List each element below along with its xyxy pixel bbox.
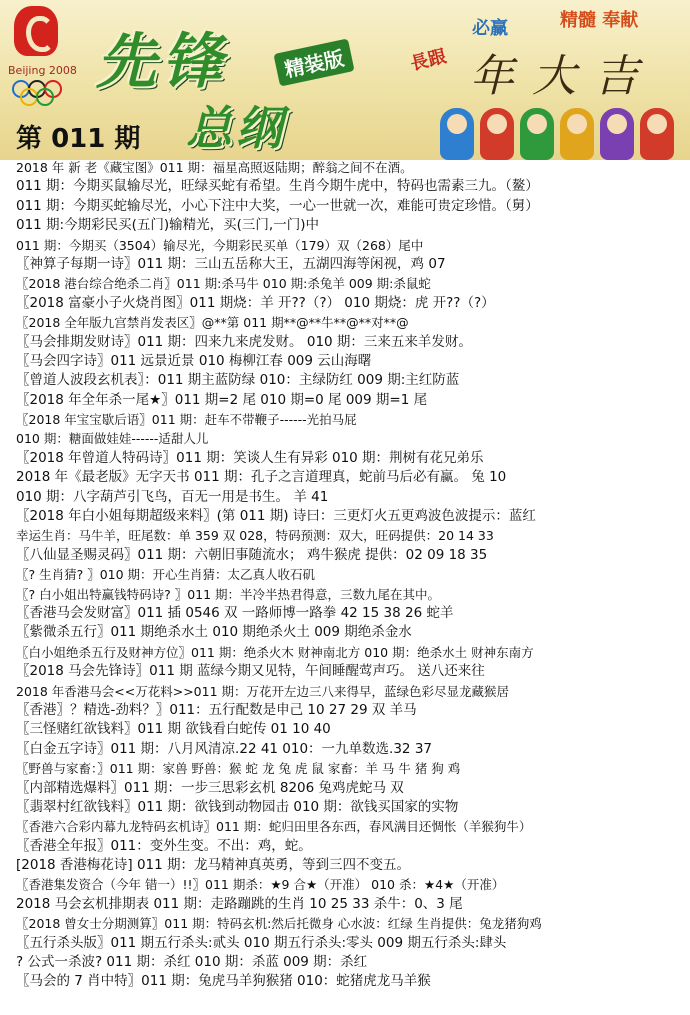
mascot-icon: [640, 108, 674, 160]
prediction-line: 〖香港六合彩内幕九龙特码玄机诗〗011 期：蛇归田里各东西，春风满目还惆怅（羊猴狗牛）: [16, 819, 532, 835]
mascot-icon: [560, 108, 594, 160]
prediction-line: 010 期：八字葫芦引飞鸟，百无一用是书生。 羊 41: [16, 488, 329, 505]
prediction-line: 〖三怪赌红欲钱料〗011 期 欲钱看白蛇传 01 10 40: [16, 721, 331, 738]
mascot-icon: [600, 108, 634, 160]
tag-jingsui: 精髓 奉献: [560, 10, 639, 31]
tag-changgen: 長跟: [408, 45, 449, 75]
header-banner: [0, 0, 690, 160]
prediction-line: 011 期：今期买（3504）输尽光，今期彩民买单（179）双（268）尾中: [16, 237, 424, 253]
prediction-line: 〖? 白小姐出特赢钱特码诗? 〗011 期：半冷半热君得意，三数九尾在其中。: [16, 586, 441, 602]
prediction-line: 〖野兽与家畜：〗011 期：家兽 野兽：猴 蛇 龙 兔 虎 鼠 家畜：羊 马 牛 猪 狗 鸡: [16, 761, 461, 777]
mascot-icon: [520, 108, 554, 160]
prediction-line: 〖马会排期发财诗〗011 期：四来九来虎发财。 010 期：三来五来羊发财。: [16, 333, 472, 350]
prediction-line: 〖神算子每期一诗〗011 期：三山五岳称大王，五湖四海等闲视，鸡 07: [16, 255, 446, 272]
prediction-line: 〖? 生肖猜? 〗010 期：开心生肖猜：太乙真人收石矶: [16, 567, 316, 583]
prediction-line: 011 期：今期买蛇输尽光，小心下注中大奖，一心一世就一次，难能可贵定珍惜。（舅）: [16, 197, 539, 214]
tag-bi-ying: 必赢: [472, 18, 508, 39]
prediction-line: 幸运生肖：马牛羊，旺尾数：单 359 双 028，特码预测：双大，旺码提供：20 14 33: [16, 528, 494, 544]
prediction-line: 〖2018 全年版九宫禁肖发表区〗@**第 011 期**@**牛**@**对**@: [16, 315, 409, 331]
prediction-line: 011 期：今期买鼠输尽光，旺绿买蛇有希望。生肖今期牛虎中，特码也需素三九。（鳌）: [16, 178, 539, 195]
prediction-line: 〖2018 曾女士分期测算〗011 期：特码玄机:然后托微身 心水波：红绿 生肖提供：兔龙猪狗鸡: [16, 916, 542, 932]
prediction-line: 〖马会四字诗〗011 远景近景 010 梅柳江春 009 云山海曙: [16, 352, 372, 369]
prediction-line: 〖马会的 7 肖中特〗011 期：兔虎马羊狗猴猪 010：蛇猪虎龙马羊猴: [16, 973, 431, 990]
prediction-line: 〖2018 年曾道人特码诗〗011 期：笑谈人生有异彩 010 期：荆树有花兄弟乐: [16, 449, 484, 466]
prediction-line: 011 期:今期彩民买(五门)输精光，买(三门,一门)中: [16, 217, 319, 234]
new-year-calligraphy: 年 大 吉: [470, 51, 640, 102]
issue-number: [16, 118, 140, 155]
olympic-emblem-icon: [14, 6, 58, 56]
prediction-line: 〖香港集发资合（今年 错一）!!〗011 期杀：★9 合★（开准） 010 杀：★4★（开准）: [16, 877, 505, 893]
prediction-line: ? 公式一杀波? 011 期：杀红 010 期：杀蓝 009 期：杀红: [16, 954, 368, 971]
mascot-icon: [480, 108, 514, 160]
prediction-line: 〖白金五字诗〗011 期：八月风清凉.22 41 010：一九单数选.32 37: [16, 740, 432, 757]
prediction-list: [0, 158, 690, 992]
banner-title-main: 先锋: [96, 27, 228, 97]
prediction-line: 〖翡翠村红欲钱料〗011 期：欲钱到动物园击 010 期：欲钱买国家的实物: [16, 798, 459, 815]
edition-badge: 精装版: [273, 38, 354, 86]
prediction-line: 2018 年香港马会<<万花料>>011 期：万花开左边三八来得早，蓝绿色彩尽显龙藏猴居: [16, 683, 510, 699]
prediction-line: 〖紫微杀五行〗011 期绝杀水土 010 期绝杀火土 009 期绝杀金水: [16, 624, 412, 641]
banner-title-sub: 总纲: [186, 101, 286, 155]
prediction-line: 2018 马会玄机排期表 011 期：走路蹦跳的生肖 10 25 33 杀牛：0、3 尾: [16, 895, 463, 912]
prediction-line: 2018 年 新 老《藏宝图》011 期：福星高照返陆期；醉翁之间不在酒。: [16, 160, 413, 175]
prediction-line: 〖曾道人波段玄机表〗：011 期主蓝防绿 010：主绿防红 009 期:主红防蓝: [16, 372, 460, 389]
prediction-line: 〖2018 富豪小子火烧肖图〗011 期烧：羊 开??（?） 010 期烧：虎 开??（?）: [16, 294, 495, 311]
prediction-line: 〖内部精选爆料〗011 期：一步三思彩玄机 8206 兔鸡虎蛇马 双: [16, 779, 404, 796]
prediction-line: 〖白小姐绝杀五行及财神方位〗011 期：绝杀火木 财神南北方 010 期：绝杀水土 财神东南方: [16, 644, 534, 660]
prediction-line: 〖2018 年宝宝歇后语〗011 期：赶车不带鞭子------光拍马屁: [16, 412, 357, 428]
prediction-line: 010 期：糖面做娃娃------适甜人儿: [16, 431, 209, 447]
prediction-line: 〖2018 港台综合绝杀二肖〗011 期:杀马牛 010 期:杀兔羊 009 期:杀鼠蛇: [16, 276, 431, 292]
issue-prefix: 第: [16, 124, 43, 154]
prediction-line: [2018 香港梅花诗] 011 期：龙马精神真英勇，等到三四不变五。: [16, 857, 411, 874]
prediction-line: 〖香港全年报〗011：变外生变。不出：鸡，蛇。: [16, 837, 312, 854]
prediction-line: 〖2018 年全年杀一尾★〗011 期=2 尾 010 期=0 尾 009 期=1 尾: [16, 391, 428, 408]
mascot-icon: [440, 108, 474, 160]
issue-value: 011: [51, 124, 106, 154]
prediction-line: 〖香港马会发财富〗011 插 0546 双 一路师博一路拳 42 15 38 26 蛇羊: [16, 604, 454, 621]
beijing-2008-logo: [6, 4, 77, 104]
prediction-line: 〖香港〗？精选-劲料？〗011：五行配数是申己 10 27 29 双 羊马: [16, 701, 417, 718]
fuwa-mascots-illustration: [440, 104, 680, 160]
prediction-line: 〖八仙显圣赐灵码〗011 期：六朝旧事随流水； 鸡牛猴虎 提供：02 09 18 35: [16, 546, 488, 563]
prediction-line: 〖2018 马会先锋诗〗011 期 蓝绿今期又见特，午间睡醒莺声巧。 送八还来往: [16, 663, 485, 680]
prediction-line: 〖五行杀头版〗011 期五行杀头:贰头 010 期五行杀头:零头 009 期五行杀头:肆头: [16, 934, 507, 951]
logo-text: Beijing 2008: [8, 64, 77, 77]
prediction-line: 〖2018 年白小姐每期超级来料〗(第 011 期) 诗曰：三更灯火五更鸡波色波提示：蓝红: [16, 508, 536, 525]
issue-suffix: 期: [114, 124, 141, 154]
prediction-line: 2018 年《最老版》无字天书 011 期：孔子之言道理真，蛇前马后必有赢。 兔 10: [16, 469, 507, 486]
